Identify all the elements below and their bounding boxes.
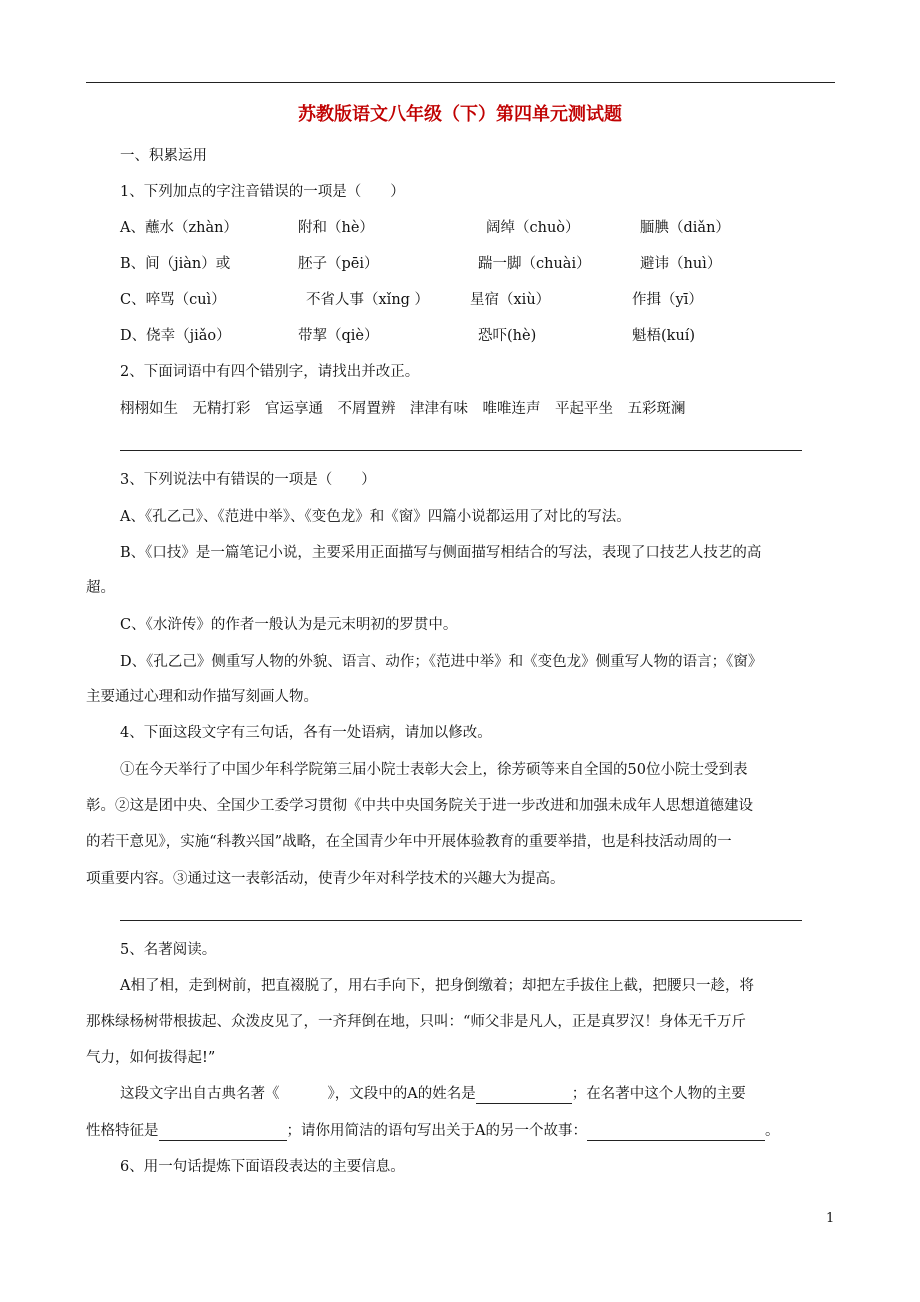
- question-5-passage-2: 那株绿杨树带根拔起、众泼皮见了，一齐拜倒在地，只叫：“师父非是凡人，正是真罗汉！身体无千万斤: [86, 1014, 746, 1030]
- question-5-passage-1: A相了相，走到树前，把直裰脱了，用右手向下，把身倒缴着；却把左手拔住上截，把腰只一趁，将: [120, 978, 754, 994]
- option-a-1: A、蘸水（zhàn）: [120, 220, 238, 236]
- fill-text: 。: [764, 1123, 780, 1139]
- page-title: 苏教版语文八年级（下）第四单元测试题: [298, 104, 622, 125]
- option-c-3: 星宿（xiù）: [470, 292, 551, 308]
- question-3-option-b-cont: 超。: [86, 580, 115, 596]
- option-c-1: C、啐骂（cuì）: [120, 292, 226, 308]
- option-a-2: 附和（hè）: [298, 220, 374, 236]
- fill-text: ；在名著中这个人物的主要: [571, 1086, 746, 1102]
- fill-text: ；请你用简洁的语句写出关于A的另一个故事：: [286, 1123, 587, 1139]
- option-d-1: D、侥幸（jiǎo）: [120, 328, 231, 344]
- answer-line[interactable]: [120, 450, 802, 451]
- option-b-2: 胚子（pēi）: [298, 256, 379, 272]
- header-rule: [86, 82, 835, 83]
- book-title-blank[interactable]: [280, 1088, 328, 1104]
- question-5-stem: 5、名著阅读。: [120, 942, 217, 958]
- question-4-passage-2: 彰。②这是团中央、全国少工委学习贯彻《中共中央国务院关于进一步改进和加强未成年人思想道德建设: [86, 798, 753, 814]
- question-5-passage-3: 气力，如何拔得起!”: [86, 1050, 216, 1066]
- fill-text: 》，文段中的A的姓名是: [327, 1086, 476, 1102]
- fill-text: 性格特征是: [86, 1123, 159, 1139]
- question-4-passage-1: ①在今天举行了中国少年科学院第三届小院士表彰大会上，徐芳硕等来自全国的50位小院士受到表: [120, 762, 748, 778]
- question-3-option-d: D、《孔乙己》侧重写人物的外貌、语言、动作；《范进中举》和《变色龙》侧重写人物的语言；《窗》: [120, 654, 763, 670]
- question-6-stem: 6、用一句话提炼下面语段表达的主要信息。: [120, 1159, 405, 1175]
- name-blank[interactable]: [476, 1087, 572, 1104]
- option-a-3: 阔绰（chuò）: [486, 220, 580, 236]
- question-3-option-d-cont: 主要通过心理和动作描写刻画人物。: [86, 689, 318, 705]
- question-4-passage-4: 项重要内容。③通过这一表彰活动，使青少年对科学技术的兴趣大为提高。: [86, 871, 565, 887]
- question-1-stem: 1、下列加点的字注音错误的一项是（ ）: [120, 184, 405, 200]
- story-blank[interactable]: [587, 1124, 765, 1141]
- option-a-4: 腼腆（diǎn）: [640, 220, 730, 236]
- question-3-option-a: A、《孔乙己》、《范进中举》、《变色龙》和《窗》四篇小说都运用了对比的写法。: [120, 509, 631, 525]
- option-c-4: 作揖（yī）: [632, 292, 703, 308]
- option-b-4: 避讳（huì）: [640, 256, 722, 272]
- option-d-2: 带挈（qiè）: [298, 328, 379, 344]
- question-4-stem: 4、下面这段文字有三句话，各有一处语病，请加以修改。: [120, 725, 492, 741]
- option-d-3: 恐吓(hè): [478, 328, 537, 344]
- question-5-fill-2: [86, 1121, 779, 1141]
- question-4-passage-3: 的若干意见》，实施“科教兴国”战略，在全国青少年中开展体验教育的重要举措，也是科技活动周的一: [86, 834, 732, 850]
- answer-line[interactable]: [120, 920, 802, 921]
- fill-text: 这段文字出自古典名著《: [120, 1086, 280, 1102]
- question-3-option-c: C、《水浒传》的作者一般认为是元末明初的罗贯中。: [120, 617, 458, 633]
- question-2-words: 栩栩如生 无精打彩 官运享通 不屑置辨 津津有味 唯唯连声 平起平坐 五彩斑澜: [120, 401, 686, 417]
- page-number: 1: [826, 1211, 835, 1226]
- option-b-1: B、间（jiàn）或: [120, 256, 231, 272]
- option-d-4: 魁梧(kuí): [632, 328, 696, 344]
- question-3-option-b: B、《口技》是一篇笔记小说，主要采用正面描写与侧面描写相结合的写法，表现了口技艺人技艺的高: [120, 545, 762, 561]
- option-b-3: 踹一脚（chuài）: [478, 256, 591, 272]
- question-5-fill-1: [120, 1084, 746, 1104]
- section-heading: 一、积累运用: [120, 148, 207, 164]
- option-c-2: 不省人事（xǐng ）: [306, 292, 430, 308]
- character-blank[interactable]: [159, 1124, 287, 1141]
- question-2-stem: 2、下面词语中有四个错别字，请找出并改正。: [120, 364, 420, 380]
- question-3-stem: 3、下列说法中有错误的一项是（ ）: [120, 472, 376, 488]
